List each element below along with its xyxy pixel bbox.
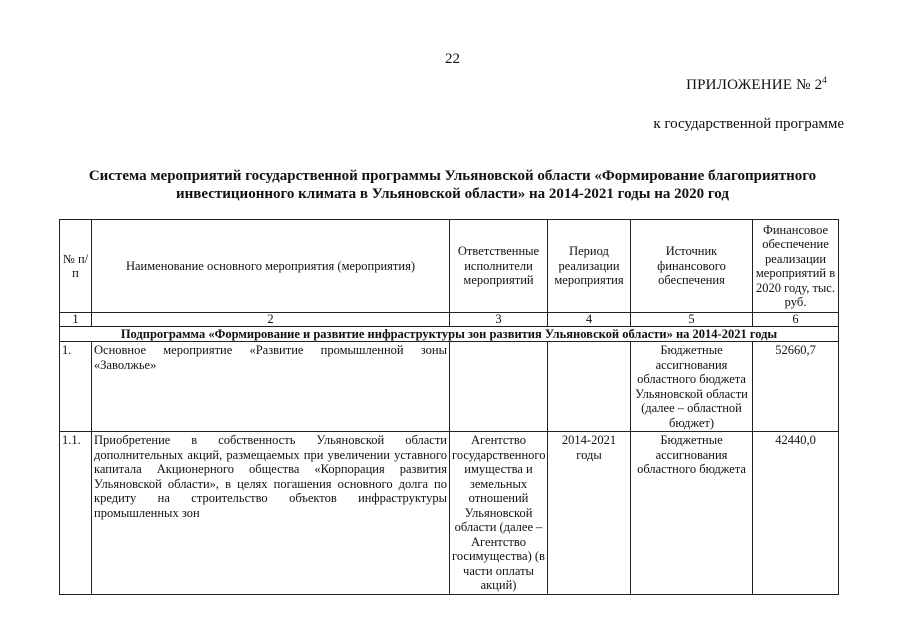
column-number: 2 [92,313,450,327]
appendix-title [686,77,827,94]
row-period: 2014-2021 годы [548,432,631,595]
section-title: Подпрограмма «Формирование и развитие инфраструктуры зон развития Ульяновской области» на 2014-2021 годы [60,327,839,342]
document-title [40,167,865,203]
table-row [60,432,839,595]
table-header-row [60,220,839,313]
section-row [60,327,839,342]
header-source: Источник финансового обеспечения [631,220,753,313]
header-num: № п/п [60,220,92,313]
row-period [548,342,631,432]
column-number: 5 [631,313,753,327]
row-executors [450,342,548,432]
column-number-row [60,313,839,327]
row-finance: 42440,0 [753,432,839,595]
row-num: 1.1. [60,432,92,595]
header-name: Наименование основного мероприятия (мероприятия) [92,220,450,313]
appendix-subtitle: к государственной программе [653,116,844,132]
row-name: Основное мероприятие «Развитие промышленной зоны «Заволжье» [92,342,450,432]
header-period: Период реализации мероприятия [548,220,631,313]
table-row [60,342,839,432]
row-name: Приобретение в собственность Ульяновской области дополнительных акций, размещаемых при увеличении уставного капитала Акционерного общества «Корпорация развития Ульяновской области», в целях погашения основного долга по кредиту на строительство объектов инфраструктуры промышленных зон [92,432,450,595]
row-source: Бюджетные ассигнования областного бюджета [631,432,753,595]
appendix-title-text: ПРИЛОЖЕНИЕ № 2 [686,77,823,93]
document-title-line-1: Система мероприятий государственной программы Ульяновской области «Формирование благоприятного [88,168,817,184]
row-source: Бюджетные ассигнования областного бюджета Ульяновской области (далее – областной бюджет) [631,342,753,432]
row-executors: Агентство государственного имущества и земельных отношений Ульяновской области (далее – Агентство госимущества) (в части оплаты акций) [450,432,548,595]
column-number: 6 [753,313,839,327]
page-number: 22 [445,51,460,67]
row-num: 1. [60,342,92,432]
document-title-line-2: инвестиционного климата в Ульяновской области» на 2014-2021 годы на 2020 год [176,186,729,202]
appendix-superscript: 4 [822,75,827,85]
column-number: 3 [450,313,548,327]
measures-table [59,219,839,595]
column-number: 4 [548,313,631,327]
row-finance: 52660,7 [753,342,839,432]
header-finance: Финансовое обеспечение реализации мероприятий в 2020 году, тыс. руб. [753,220,839,313]
header-executors: Ответственные исполнители мероприятий [450,220,548,313]
column-number: 1 [60,313,92,327]
